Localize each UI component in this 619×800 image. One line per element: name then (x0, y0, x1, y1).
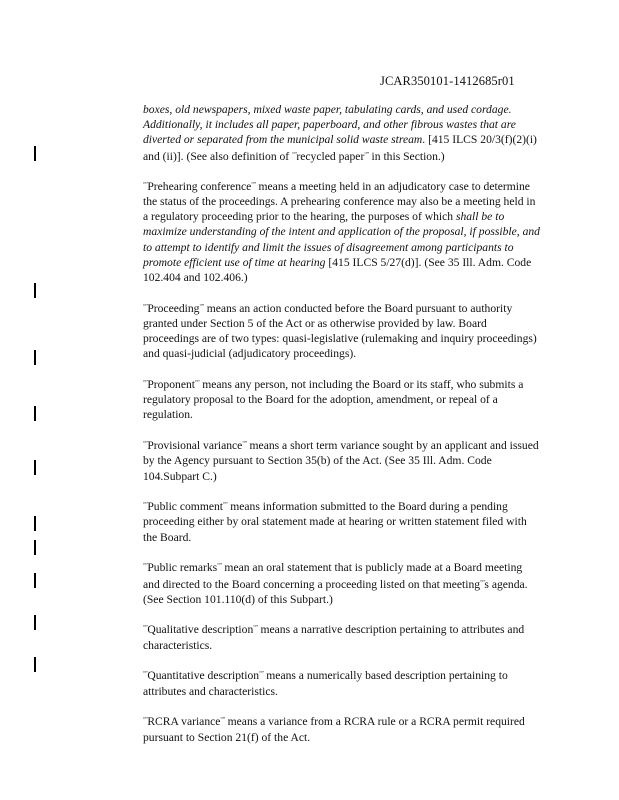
revision-bar (34, 146, 36, 161)
definition-paragraph (143, 498, 541, 545)
definition-paragraph (143, 300, 541, 362)
text-segment: Public remarks (147, 561, 218, 575)
text-segment: means information submitted to the Board during a pending proceeding either by oral statement made at hearing or written statement filed with the Board. (143, 500, 527, 544)
quote-mark: “” (195, 380, 200, 387)
definition-paragraph (143, 178, 541, 285)
revision-bar (34, 516, 36, 531)
quote-mark: “” (364, 151, 369, 158)
text-segment: s agenda. (See Section 101.110(d) of this Subpart.) (143, 577, 528, 606)
quote-mark: “” (143, 502, 148, 509)
revision-bar (34, 406, 36, 421)
definition-paragraph (143, 102, 541, 164)
text-segment: Proponent (147, 378, 195, 392)
revision-bar (34, 540, 36, 555)
quote-mark: “” (143, 717, 148, 724)
definition-paragraph (143, 559, 541, 607)
quote-mark: “” (199, 303, 204, 310)
statutory-text: boxes, old newspapers, mixed waste paper, tabulating cards, and used cordage. Additionally, it includes (143, 103, 512, 132)
text-segment: means a numerically based description pertaining to attributes and characteristics. (143, 669, 508, 698)
definition-paragraph (143, 376, 541, 423)
quote-mark: “” (143, 441, 148, 448)
quote-mark: “” (143, 671, 148, 678)
quote-mark: “” (143, 181, 148, 188)
quote-mark: “” (253, 625, 258, 632)
text-segment: means an action conducted before the Board pursuant to authority granted under Section 5 of the Act or as otherwise provided by law. Board proceedings are of two types: quasi-legislative (rulemaking and inquiry proceedings) and quasi-judicial (adjudicatory proceedings). (143, 301, 537, 361)
text-segment: [415 ILCS 5/27(d)]. (See 35 Ill. Adm. Code 102.404 and 102.406.) (143, 255, 532, 285)
quote-mark: “” (220, 717, 225, 724)
definition-paragraph (143, 621, 541, 652)
text-segment: recycled paper (296, 149, 365, 163)
quote-mark: “” (143, 563, 148, 570)
revision-bar (34, 283, 36, 298)
quote-mark: “” (242, 441, 247, 448)
text-segment: Public comment (147, 500, 223, 514)
text-segment: Proceeding (147, 301, 200, 315)
revision-bar (34, 615, 36, 630)
text-segment: Quantitative description (147, 669, 260, 683)
definition-paragraph (143, 437, 541, 484)
text-segment: mean an oral statement that is publicly made at a Board meeting and directed to the Board concerning a proceeding listed on that meeting (143, 561, 523, 591)
quote-mark: “” (251, 181, 256, 188)
revision-bar (34, 350, 36, 365)
text-segment: RCRA variance (147, 715, 221, 729)
statutory-text: shall be to maximize understanding of the intent and application of the proposal, if possible, and to attempt to identify and limit the issues of disagreement among participants to promote efficient use of time at hearing (143, 210, 540, 269)
revision-bar (34, 573, 36, 588)
definition-paragraph (143, 713, 541, 744)
quote-mark: “” (259, 671, 264, 678)
definition-paragraph (143, 667, 541, 698)
text-segment: Qualitative description (147, 623, 254, 637)
revision-bar (34, 460, 36, 475)
quote-mark: “” (292, 151, 297, 158)
text-segment: Provisional variance (147, 439, 243, 453)
text-segment: means any person, not including the Board or its staff, who submits a regulatory proposal to the Board for the adoption, amendment, or repeal of a regulation. (143, 378, 524, 422)
text-segment: in this Section.) (368, 149, 445, 163)
quote-mark: “” (223, 502, 228, 509)
quote-mark: “” (217, 563, 222, 570)
quote-mark: “” (143, 625, 148, 632)
document-id: JCAR350101-1412685r01 (380, 74, 515, 88)
quote-mark: “” (480, 579, 485, 586)
text-segment: means a variance from a RCRA rule or a RCRA permit required pursuant to Section 21(f) of the Act. (143, 715, 525, 744)
quote-mark: “” (143, 303, 148, 310)
statutory-text: all paper, paperboard, and other fibrous wastes that are diverted or separated from the municipal solid waste stream (143, 118, 516, 147)
revision-bar (34, 657, 36, 672)
text-segment: Prehearing conference (147, 179, 252, 193)
quote-mark: “” (143, 380, 148, 387)
text-segment: . [415 ILCS 20/3(f)(2)(i) and (ii)]. (See also definition of (143, 133, 537, 163)
text-segment: means a meeting held in an adjudicatory case to determine the status of the proceedings. A prehearing conference may also be a meeting held in a regulatory proceeding prior to the hearing, the purposes of which (143, 179, 536, 224)
text-segment: means a short term variance sought by an applicant and issued by the Agency pursuant to Section 35(b) of the Act. (See 35 Ill. Adm. Code 104.Subpart C.) (143, 439, 539, 483)
document-body (143, 102, 541, 759)
text-segment: means a narrative description pertaining to attributes and characteristics. (143, 623, 525, 652)
